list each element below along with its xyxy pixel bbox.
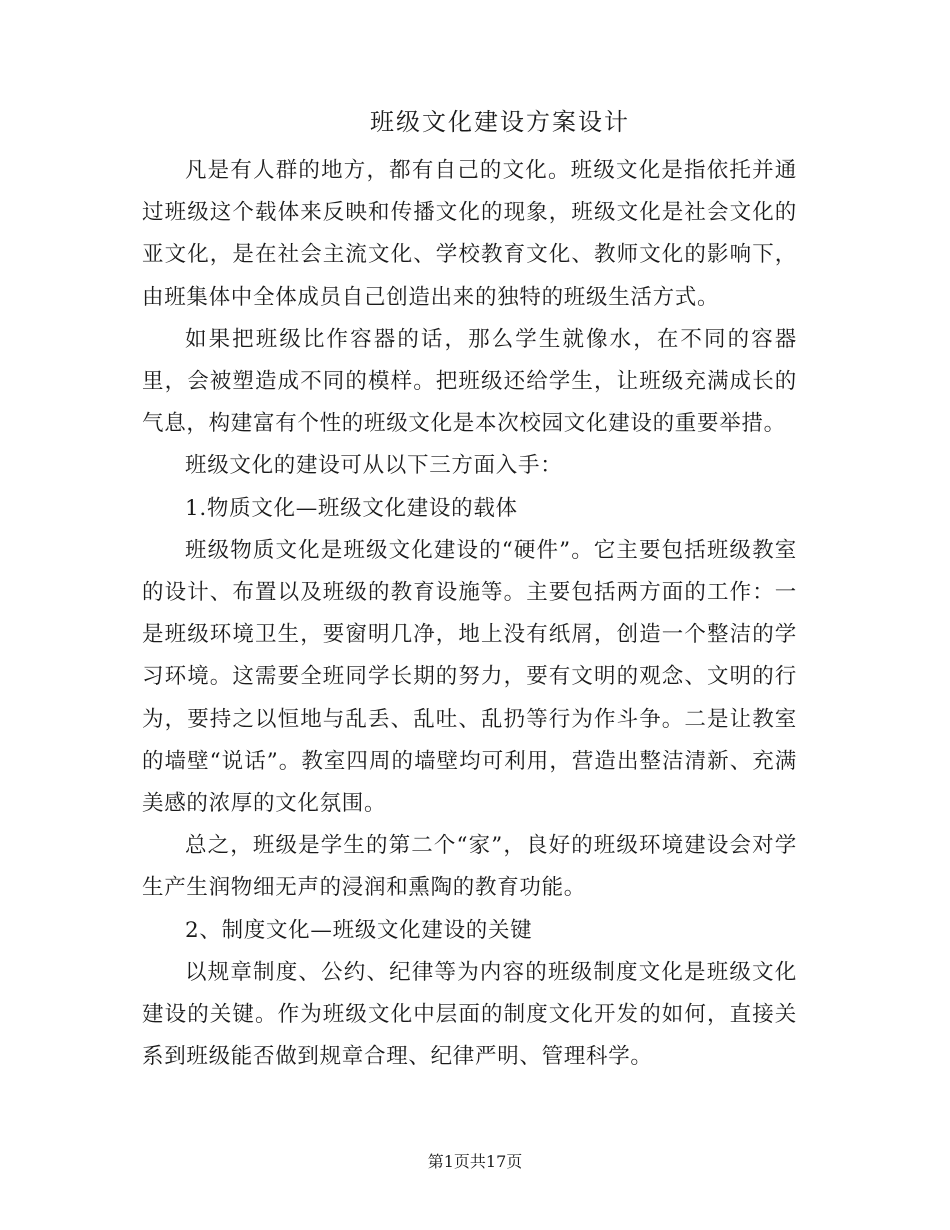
- paragraph-container-metaphor: 如果把班级比作容器的话，那么学生就像水，在不同的容器里，会被塑造成不同的模样。把班级还给学生，让班级充满成长的气息，构建富有个性的班级文化是本次校园文化建设的重要举措。: [142, 326, 797, 437]
- document-body: [142, 150, 797, 1078]
- paragraph-material-culture: 班级物质文化是班级文化建设的“硬件”。它主要包括班级教室的设计、布置以及班级的教育设施等。主要包括两方面的工作：一是班级环境卫生，要窗明几净，地上没有纸屑，创造一个整洁的学习环境。这需要全班同学长期的努力，要有文明的观念、文明的行为，要持之以恒地与乱丢、乱吐、乱扔等行为作斗争。二是让教室的墙壁“说话”。教室四周的墙壁均可利用，营造出整洁清新、充满美感的浓厚的文化氛围。: [142, 537, 797, 817]
- paragraph-institutional-culture: 以规章制度、公约、纪律等为内容的班级制度文化是班级文化建设的关键。作为班级文化中层面的制度文化开发的如何，直接关系到班级能否做到规章合理、纪律严明、管理科学。: [142, 959, 797, 1070]
- section-heading-institutional-culture: 2、制度文化—班级文化建设的关键: [185, 917, 533, 943]
- paragraph-three-aspects: 班级文化的建设可从以下三方面入手：: [185, 453, 563, 479]
- paragraph-intro: 凡是有人群的地方，都有自己的文化。班级文化是指依托并通过班级这个载体来反映和传播文化的现象，班级文化是社会文化的亚文化，是在社会主流文化、学校教育文化、教师文化的影响下，由班集体中全体成员自己创造出来的独特的班级生活方式。: [142, 158, 797, 310]
- section-heading-material-culture: 1.物质文化—班级文化建设的载体: [185, 495, 518, 521]
- document-title: 班级文化建设方案设计: [370, 108, 630, 136]
- paragraph-summary: 总之，班级是学生的第二个“家”，良好的班级环境建设会对学生产生润物细无声的浸润和熏陶的教育功能。: [142, 833, 797, 901]
- page-number-footer: 第1页共17页: [427, 1152, 523, 1171]
